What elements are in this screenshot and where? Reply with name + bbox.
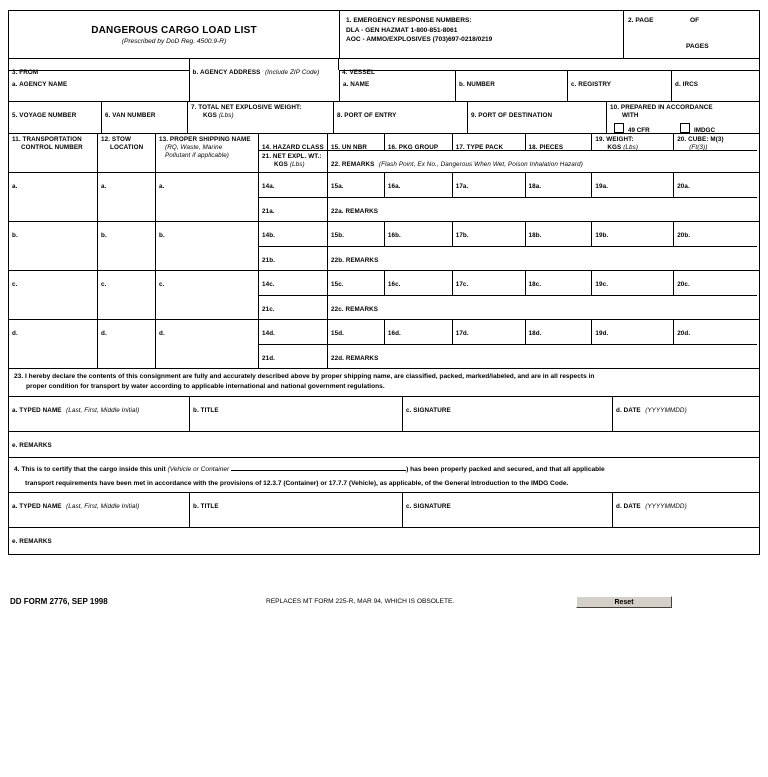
declaration-text	[9, 369, 759, 396]
col-header-type-pack: 17. TYPE PACK	[452, 134, 525, 150]
declaration-remarks-field[interactable]: e. REMARKS	[9, 431, 759, 457]
cell-un-remarks	[327, 222, 757, 270]
cargo-rows	[9, 172, 759, 368]
col-header-weight: 19. WEIGHT: KGS (Lbs)	[591, 134, 673, 150]
cell-weight[interactable]: 19b.	[591, 222, 673, 246]
col-header-cube: 20. CUBE: M(3) (Ft(3))	[673, 134, 757, 150]
cell-netexpl[interactable]: 21b.	[259, 246, 327, 270]
col-header-hazard: 14. HAZARD CLASS	[262, 144, 324, 151]
cell-pieces[interactable]: 18a.	[525, 173, 592, 197]
form-identifier: DD FORM 2776, SEP 1998	[10, 597, 108, 606]
voyage-row	[9, 101, 759, 133]
form-header	[9, 11, 759, 58]
certification-signature-field[interactable]: c. SIGNATURE	[402, 493, 612, 527]
page-number-block[interactable]	[623, 11, 759, 58]
cell-psn[interactable]: d.	[155, 320, 258, 368]
from-vessel-header-row	[9, 58, 759, 76]
cell-hazard[interactable]: 14a.	[262, 183, 275, 190]
certification-line-1-hint: (Vehicle or Container	[167, 465, 230, 473]
cell-un[interactable]: 15a.	[331, 183, 344, 190]
certification-line-1	[14, 462, 754, 475]
form-title-block	[9, 11, 339, 58]
col-header-un-remarks	[327, 134, 757, 172]
col-header-remarks: 22. REMARKS (Flash Point, Ex No., Dangerous When Wet, Poison Inhalation Hazard)	[328, 150, 757, 172]
cell-weight[interactable]: 19c.	[591, 271, 673, 295]
col-header-pieces: 18. PIECES	[525, 134, 592, 150]
cell-hazard-netexpl	[258, 173, 327, 221]
certification-text	[9, 458, 759, 492]
certification-date-field[interactable]: d. DATE (YYYYMMDD)	[612, 493, 758, 527]
port-of-destination-field[interactable]: 9. PORT OF DESTINATION	[467, 102, 606, 133]
prepared-in-accordance-field: 10. PREPARED IN ACCORDANCE WITH 49 CFR IMDGC	[606, 102, 758, 133]
page-label: 2. PAGE	[628, 17, 654, 24]
cell-tcn[interactable]: b.	[12, 232, 18, 239]
cell-hazard[interactable]: 14c.	[262, 281, 275, 288]
cell-tcn[interactable]: d.	[12, 330, 18, 337]
agency-address-field[interactable]	[189, 70, 339, 101]
declaration-section	[9, 368, 759, 396]
cell-netexpl[interactable]: 21a.	[259, 197, 327, 221]
vessel-number-field[interactable]: b. NUMBER	[455, 70, 567, 101]
of-label: OF	[690, 17, 700, 24]
col-header-hazard-netexpl	[258, 134, 327, 172]
imdgc-checkbox[interactable]	[680, 123, 690, 133]
cell-stow[interactable]: b.	[97, 222, 155, 270]
reset-button[interactable]: Reset	[576, 596, 672, 608]
cell-un-remarks	[327, 173, 757, 221]
cell-hazard[interactable]: 14b.	[262, 232, 275, 239]
col-header-psn: 13. PROPER SHIPPING NAME (RQ, Waste, Marine Pollutant if applicable)	[155, 134, 258, 172]
net-explosive-weight-field[interactable]: 7. TOTAL NET EXPLOSIVE WEIGHT: KGS (Lbs)	[187, 102, 333, 133]
cell-pieces[interactable]: 18c.	[525, 271, 592, 295]
cell-pieces[interactable]: 18d.	[525, 320, 592, 344]
cell-netexpl[interactable]: 21d.	[259, 344, 327, 368]
declaration-typed-name-field[interactable]: a. TYPED NAME (Last, First, Middle Initial)	[12, 406, 140, 414]
cell-un-remarks	[327, 320, 757, 368]
form-title: DANGEROUS CARGO LOAD LIST	[91, 24, 257, 36]
agency-address-label: b. AGENCY ADDRESS (Include ZIP Code)	[189, 59, 339, 70]
cell-un[interactable]: 15c.	[331, 281, 344, 288]
cell-un[interactable]: 15d.	[331, 330, 344, 337]
cell-netexpl[interactable]: 21c.	[259, 295, 327, 319]
cell-pieces[interactable]: 18b.	[525, 222, 592, 246]
cell-un[interactable]: 15b.	[331, 232, 344, 239]
certification-section	[9, 457, 759, 492]
form-footer	[8, 596, 760, 612]
cell-hazard-netexpl	[258, 271, 327, 319]
vessel-ircs-field[interactable]: d. IRCS	[671, 70, 759, 101]
voyage-number-field[interactable]: 5. VOYAGE NUMBER	[12, 112, 77, 119]
cell-weight[interactable]: 19d.	[591, 320, 673, 344]
cell-tcn[interactable]: a.	[12, 183, 18, 190]
certification-remarks-field[interactable]: e. REMARKS	[9, 527, 759, 554]
cell-pkg[interactable]: 16d.	[384, 320, 452, 344]
declaration-signature-field[interactable]: c. SIGNATURE	[402, 397, 612, 431]
cell-psn[interactable]: a.	[155, 173, 258, 221]
cell-cube[interactable]: 20d.	[673, 320, 757, 344]
certification-line-1b: ) has been properly packed and secured, and that all applicable	[406, 465, 605, 473]
cell-hazard-netexpl	[258, 222, 327, 270]
certification-blank-line[interactable]	[231, 462, 406, 471]
cell-type-pack[interactable]: 17d.	[452, 320, 525, 344]
declaration-line-2: proper condition for transport by water according to applicable international and national government regulations.	[26, 382, 385, 390]
declaration-line-1: 23. I hereby declare the contents of this consignment are fully and accurately described above by proper shipping name, are classified, packed, marked/labeled, and are in all respects in	[14, 373, 595, 380]
cell-stow[interactable]: c.	[97, 271, 155, 319]
emergency-dla-line: DLA - GEN HAZMAT 1-800-851-8061	[346, 26, 458, 34]
table-row	[9, 319, 759, 368]
replaces-note: REPLACES MT FORM 225-R, MAR 94, WHICH IS OBSOLETE.	[266, 598, 455, 605]
certification-line-2: transport requirements have been met in accordance with the provisions of 12.3.7 (Container) or 17.7.7 (Vehicle), as applicable, of the General Introduction to the IMDG Code.	[25, 480, 569, 487]
port-of-entry-field[interactable]: 8. PORT OF ENTRY	[333, 102, 467, 133]
form-subtitle: (Prescribed by DoD Reg. 4500.9-R)	[121, 37, 227, 45]
cell-un-remarks	[327, 271, 757, 319]
col-header-un: 15. UN NBR	[331, 144, 367, 151]
cfr-checkbox[interactable]	[614, 123, 624, 133]
certification-title-field[interactable]: b. TITLE	[189, 493, 402, 527]
declaration-signature-row	[9, 396, 759, 431]
cell-psn[interactable]: c.	[155, 271, 258, 319]
col-header-netexpl: 21. NET EXPL. WT.: KGS (Lbs)	[259, 150, 327, 172]
declaration-date-field[interactable]: d. DATE (YYYYMMDD)	[612, 397, 758, 431]
emergency-aoc-line: AOC - AMMO/EXPLOSIVES (703)697-0218/0219	[346, 36, 493, 44]
col-header-stow: 12. STOW LOCATION	[97, 134, 155, 172]
cell-pkg[interactable]: 16a.	[384, 173, 452, 197]
cell-pkg[interactable]: 16b.	[384, 222, 452, 246]
cell-stow[interactable]: d.	[97, 320, 155, 368]
table-row	[9, 221, 759, 270]
from-vessel-fields-row	[9, 70, 759, 101]
cell-type-pack[interactable]: 17b.	[452, 222, 525, 246]
cell-cube[interactable]: 20c.	[673, 271, 757, 295]
emergency-response-block	[339, 11, 623, 58]
cfr-option[interactable]: 49 CFR	[614, 123, 680, 134]
cell-cube[interactable]: 20a.	[673, 173, 757, 197]
col-header-tcn: 11. TRANSPORTATION CONTROL NUMBER	[12, 136, 83, 151]
emergency-title: 1. EMERGENCY RESPONSE NUMBERS:	[346, 17, 472, 24]
certification-typed-name-field[interactable]: a. TYPED NAME (Last, First, Middle Initial)	[12, 503, 140, 511]
certification-line-1a: 4. This is to certify that the cargo inside this unit	[14, 465, 166, 473]
from-section-label: 3. FROM	[12, 69, 39, 76]
vessel-name-field[interactable]: a. NAME	[339, 70, 455, 101]
cell-pkg[interactable]: 16c.	[384, 271, 452, 295]
vessel-section-label: 4. VESSEL	[338, 59, 759, 70]
dd-form-2776	[8, 10, 760, 555]
cell-psn[interactable]: b.	[155, 222, 258, 270]
certification-signature-row	[9, 492, 759, 527]
cell-hazard-netexpl	[258, 320, 327, 368]
cell-remarks[interactable]: 22d. REMARKS	[328, 344, 757, 368]
cell-remarks[interactable]: 22c. REMARKS	[328, 295, 757, 319]
cell-tcn[interactable]: c.	[12, 281, 18, 288]
cell-remarks[interactable]: 22a. REMARKS	[328, 197, 757, 221]
cell-hazard[interactable]: 14d.	[262, 330, 275, 337]
cell-remarks[interactable]: 22b. REMARKS	[328, 246, 757, 270]
imdgc-option[interactable]: IMDGC	[680, 127, 715, 134]
declaration-title-field[interactable]: b. TITLE	[189, 397, 402, 431]
van-number-field[interactable]: 6. VAN NUMBER	[101, 102, 187, 133]
cell-type-pack[interactable]: 17a.	[452, 173, 525, 197]
cell-stow[interactable]: a.	[97, 173, 155, 221]
col-header-pkg: 16. PKG GROUP	[384, 134, 452, 150]
vessel-registry-field[interactable]: c. REGISTRY	[567, 70, 671, 101]
table-row	[9, 270, 759, 319]
pages-label: PAGES	[686, 43, 709, 50]
cell-weight[interactable]: 19a.	[591, 173, 673, 197]
table-row	[9, 172, 759, 221]
agency-name-field[interactable]: a. AGENCY NAME	[9, 70, 189, 101]
grid-header-row-1	[9, 133, 759, 172]
cell-type-pack[interactable]: 17c.	[452, 271, 525, 295]
cell-cube[interactable]: 20b.	[673, 222, 757, 246]
